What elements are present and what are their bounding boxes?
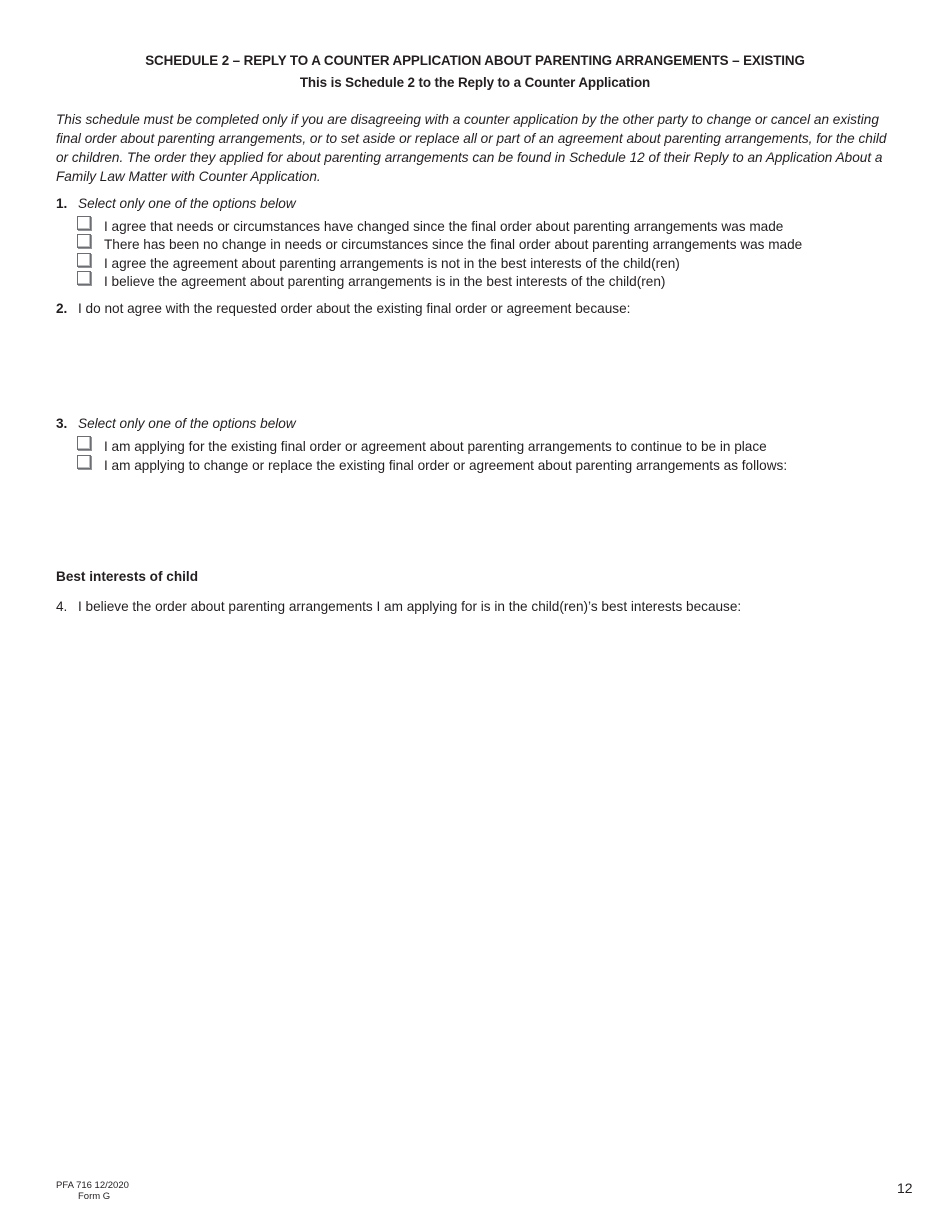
checkbox[interactable] <box>77 455 91 469</box>
q1-option-label: I agree the agreement about parenting arrangements is not in the best interests of the child(ren) <box>104 255 680 271</box>
checkbox[interactable] <box>77 436 91 450</box>
q4-number: 4. <box>56 599 68 614</box>
q1-option-label: I believe the agreement about parenting arrangements is in the best interests of the child(ren) <box>104 273 666 289</box>
q1-prompt: Select only one of the options below <box>78 196 296 211</box>
best-interests-heading: Best interests of child <box>56 569 199 584</box>
q1-option-4[interactable] <box>77 272 665 290</box>
checkbox[interactable] <box>77 234 91 248</box>
schedule-title: SCHEDULE 2 – REPLY TO A COUNTER APPLICATION ABOUT PARENTING ARRANGEMENTS – EXISTING <box>145 53 805 68</box>
q1-option-label: There has been no change in needs or circumstances since the final order about parenting arrangements was made <box>104 236 803 252</box>
checkbox[interactable] <box>77 216 91 230</box>
q3-option-2[interactable] <box>77 456 787 474</box>
q1-option-2[interactable] <box>77 235 802 253</box>
q3-option-label: I am applying to change or replace the existing final order or agreement about parenting arrangements as follows: <box>104 457 788 473</box>
form-name: Form G <box>78 1191 111 1202</box>
form-code: PFA 716 12/2020 <box>56 1180 129 1191</box>
q2-text: I do not agree with the requested order about the existing final order or agreement because: <box>78 301 631 316</box>
q1-option-1[interactable] <box>77 217 783 235</box>
q3-option-1[interactable] <box>77 437 767 455</box>
q1-option-3[interactable] <box>77 254 680 272</box>
q1-number: 1. <box>56 196 68 211</box>
page-number: 12 <box>897 1180 913 1196</box>
schedule-subtitle: This is Schedule 2 to the Reply to a Counter Application <box>299 75 651 90</box>
q2-number: 2. <box>56 301 68 316</box>
q4-text: I believe the order about parenting arrangements I am applying for is in the child(ren)’s best interests because: <box>78 599 742 614</box>
intro-paragraph: This schedule must be completed only if you are disagreeing with a counter application by the other party to change or cancel an existing final order about parenting arrangements, or to set aside or replace all or part of an agreement about parenting arrangements, for the child or children. The order they applied for about parenting arrangements can be found in Schedule 12 of their Reply to an Application About a Family Law Matter with Counter Application. <box>56 112 887 184</box>
checkbox[interactable] <box>77 271 91 285</box>
q3-prompt: Select only one of the options below <box>78 416 296 431</box>
q3-option-label: I am applying for the existing final order or agreement about parenting arrangements to continue to be in place <box>104 438 767 454</box>
q1-option-label: I agree that needs or circumstances have changed since the final order about parenting arrangements was made <box>104 218 784 234</box>
q3-number: 3. <box>56 416 68 431</box>
checkbox[interactable] <box>77 253 91 267</box>
